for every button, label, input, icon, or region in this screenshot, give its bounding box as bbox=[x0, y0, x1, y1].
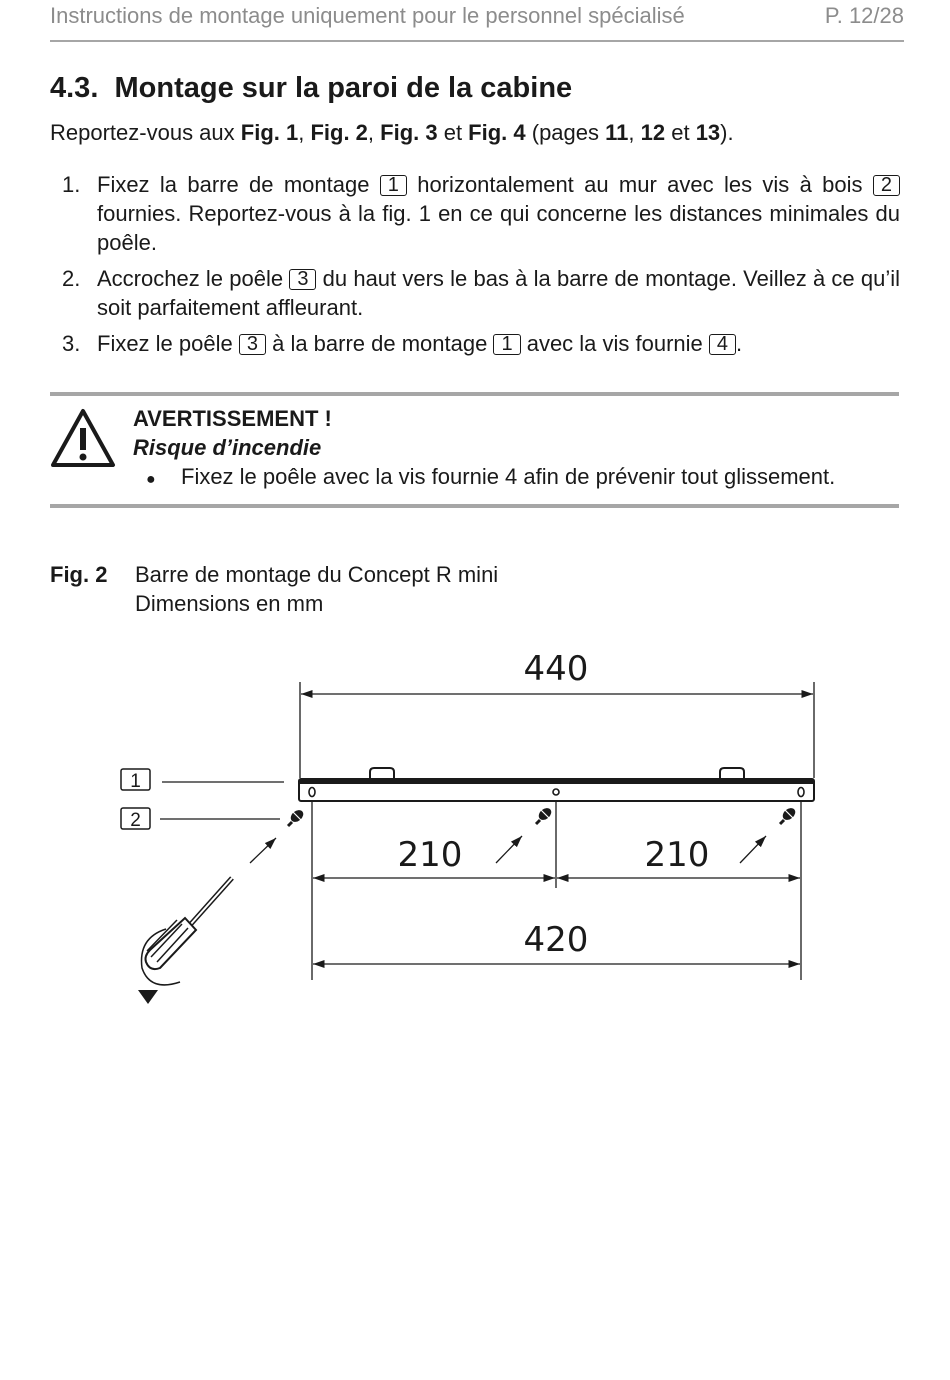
sep: ). bbox=[720, 120, 734, 145]
step-text: Fixez la barre de montage bbox=[97, 172, 380, 197]
intro-text: Reportez-vous aux bbox=[50, 120, 241, 145]
step-text: fournies. Reportez-vous à la fig. 1 en ce qui concerne les distances minimales du poêle. bbox=[97, 201, 900, 255]
step-number: 1. bbox=[62, 172, 81, 197]
fig-ref: Fig. 4 bbox=[468, 120, 526, 145]
callout-1-label: 1 bbox=[130, 771, 141, 792]
bullet-icon: ● bbox=[146, 471, 156, 488]
ref-box: 1 bbox=[493, 334, 520, 355]
page-ref: 12 bbox=[640, 120, 666, 145]
mounting-bar-diagram bbox=[0, 640, 950, 1020]
step-text: . bbox=[736, 331, 743, 356]
sep: , bbox=[298, 120, 311, 145]
step-text: Fixez le poêle bbox=[97, 331, 239, 356]
ref-box: 4 bbox=[709, 334, 736, 355]
step-text: Accrochez le poêle bbox=[97, 266, 290, 291]
step-3 bbox=[50, 329, 900, 358]
page-header bbox=[50, 0, 904, 42]
dim-left: 210 bbox=[397, 835, 463, 875]
page-number: P. 12/28 bbox=[824, 3, 904, 28]
section-number: 4.3. bbox=[50, 72, 99, 104]
warning-subtitle: Risque d’incendie bbox=[133, 435, 322, 460]
dim-total: 440 bbox=[523, 649, 589, 689]
ref-box: 3 bbox=[239, 334, 266, 355]
warning-bullet-text: Fixez le poêle avec la vis fournie 4 afin de prévenir tout glissement. bbox=[181, 464, 836, 489]
step-text: du haut vers le bas à la barre de montage. Veillez à ce qu’il soit parfaitement affleurant. bbox=[97, 266, 900, 320]
section-title bbox=[50, 70, 572, 106]
ref-box: 2 bbox=[873, 175, 900, 196]
sep: , bbox=[367, 120, 381, 145]
fig-ref: Fig. 3 bbox=[380, 120, 438, 145]
figure-caption-line1: Barre de montage du Concept R mini bbox=[135, 562, 499, 587]
instruction-steps bbox=[50, 170, 900, 365]
step-text: à la barre de montage bbox=[265, 331, 494, 356]
header-title: Instructions de montage uniquement pour le personnel spécialisé bbox=[50, 3, 685, 28]
step-1 bbox=[50, 170, 900, 257]
dim-right: 210 bbox=[644, 835, 710, 875]
dim-holes: 420 bbox=[523, 920, 589, 960]
warning-box bbox=[50, 392, 899, 508]
sep: , bbox=[628, 120, 641, 145]
section-title-text: Montage sur la paroi de la cabine bbox=[114, 72, 573, 104]
step-2 bbox=[50, 264, 900, 322]
wood-screw-icon bbox=[780, 806, 798, 824]
ref-box: 3 bbox=[289, 269, 316, 290]
page-ref: 11 bbox=[605, 120, 629, 145]
figure-label: Fig. 2 bbox=[50, 562, 108, 587]
fig-ref: Fig. 1 bbox=[240, 120, 299, 145]
ref-box: 1 bbox=[380, 175, 407, 196]
warning-triangle-icon bbox=[50, 408, 116, 468]
step-text: horizontalement au mur avec les vis à bois bbox=[406, 172, 873, 197]
sep: et bbox=[665, 120, 696, 145]
figure-caption-line2: Dimensions en mm bbox=[135, 591, 324, 616]
callout-2-label: 2 bbox=[130, 810, 141, 831]
wood-screw-icon bbox=[536, 806, 554, 824]
screwdriver-icon bbox=[138, 878, 232, 1004]
intro-paragraph bbox=[50, 118, 734, 148]
step-text: avec la vis fournie bbox=[520, 331, 709, 356]
step-number: 2. bbox=[62, 266, 81, 291]
fig-ref: Fig. 2 bbox=[310, 120, 368, 145]
warning-title: AVERTISSEMENT ! bbox=[133, 406, 332, 431]
wood-screw-icon bbox=[288, 808, 306, 826]
page-ref: 13 bbox=[695, 120, 721, 145]
warning-bullet bbox=[146, 462, 835, 495]
sep: (pages bbox=[525, 120, 606, 145]
step-number: 3. bbox=[62, 331, 81, 356]
sep: et bbox=[437, 120, 469, 145]
